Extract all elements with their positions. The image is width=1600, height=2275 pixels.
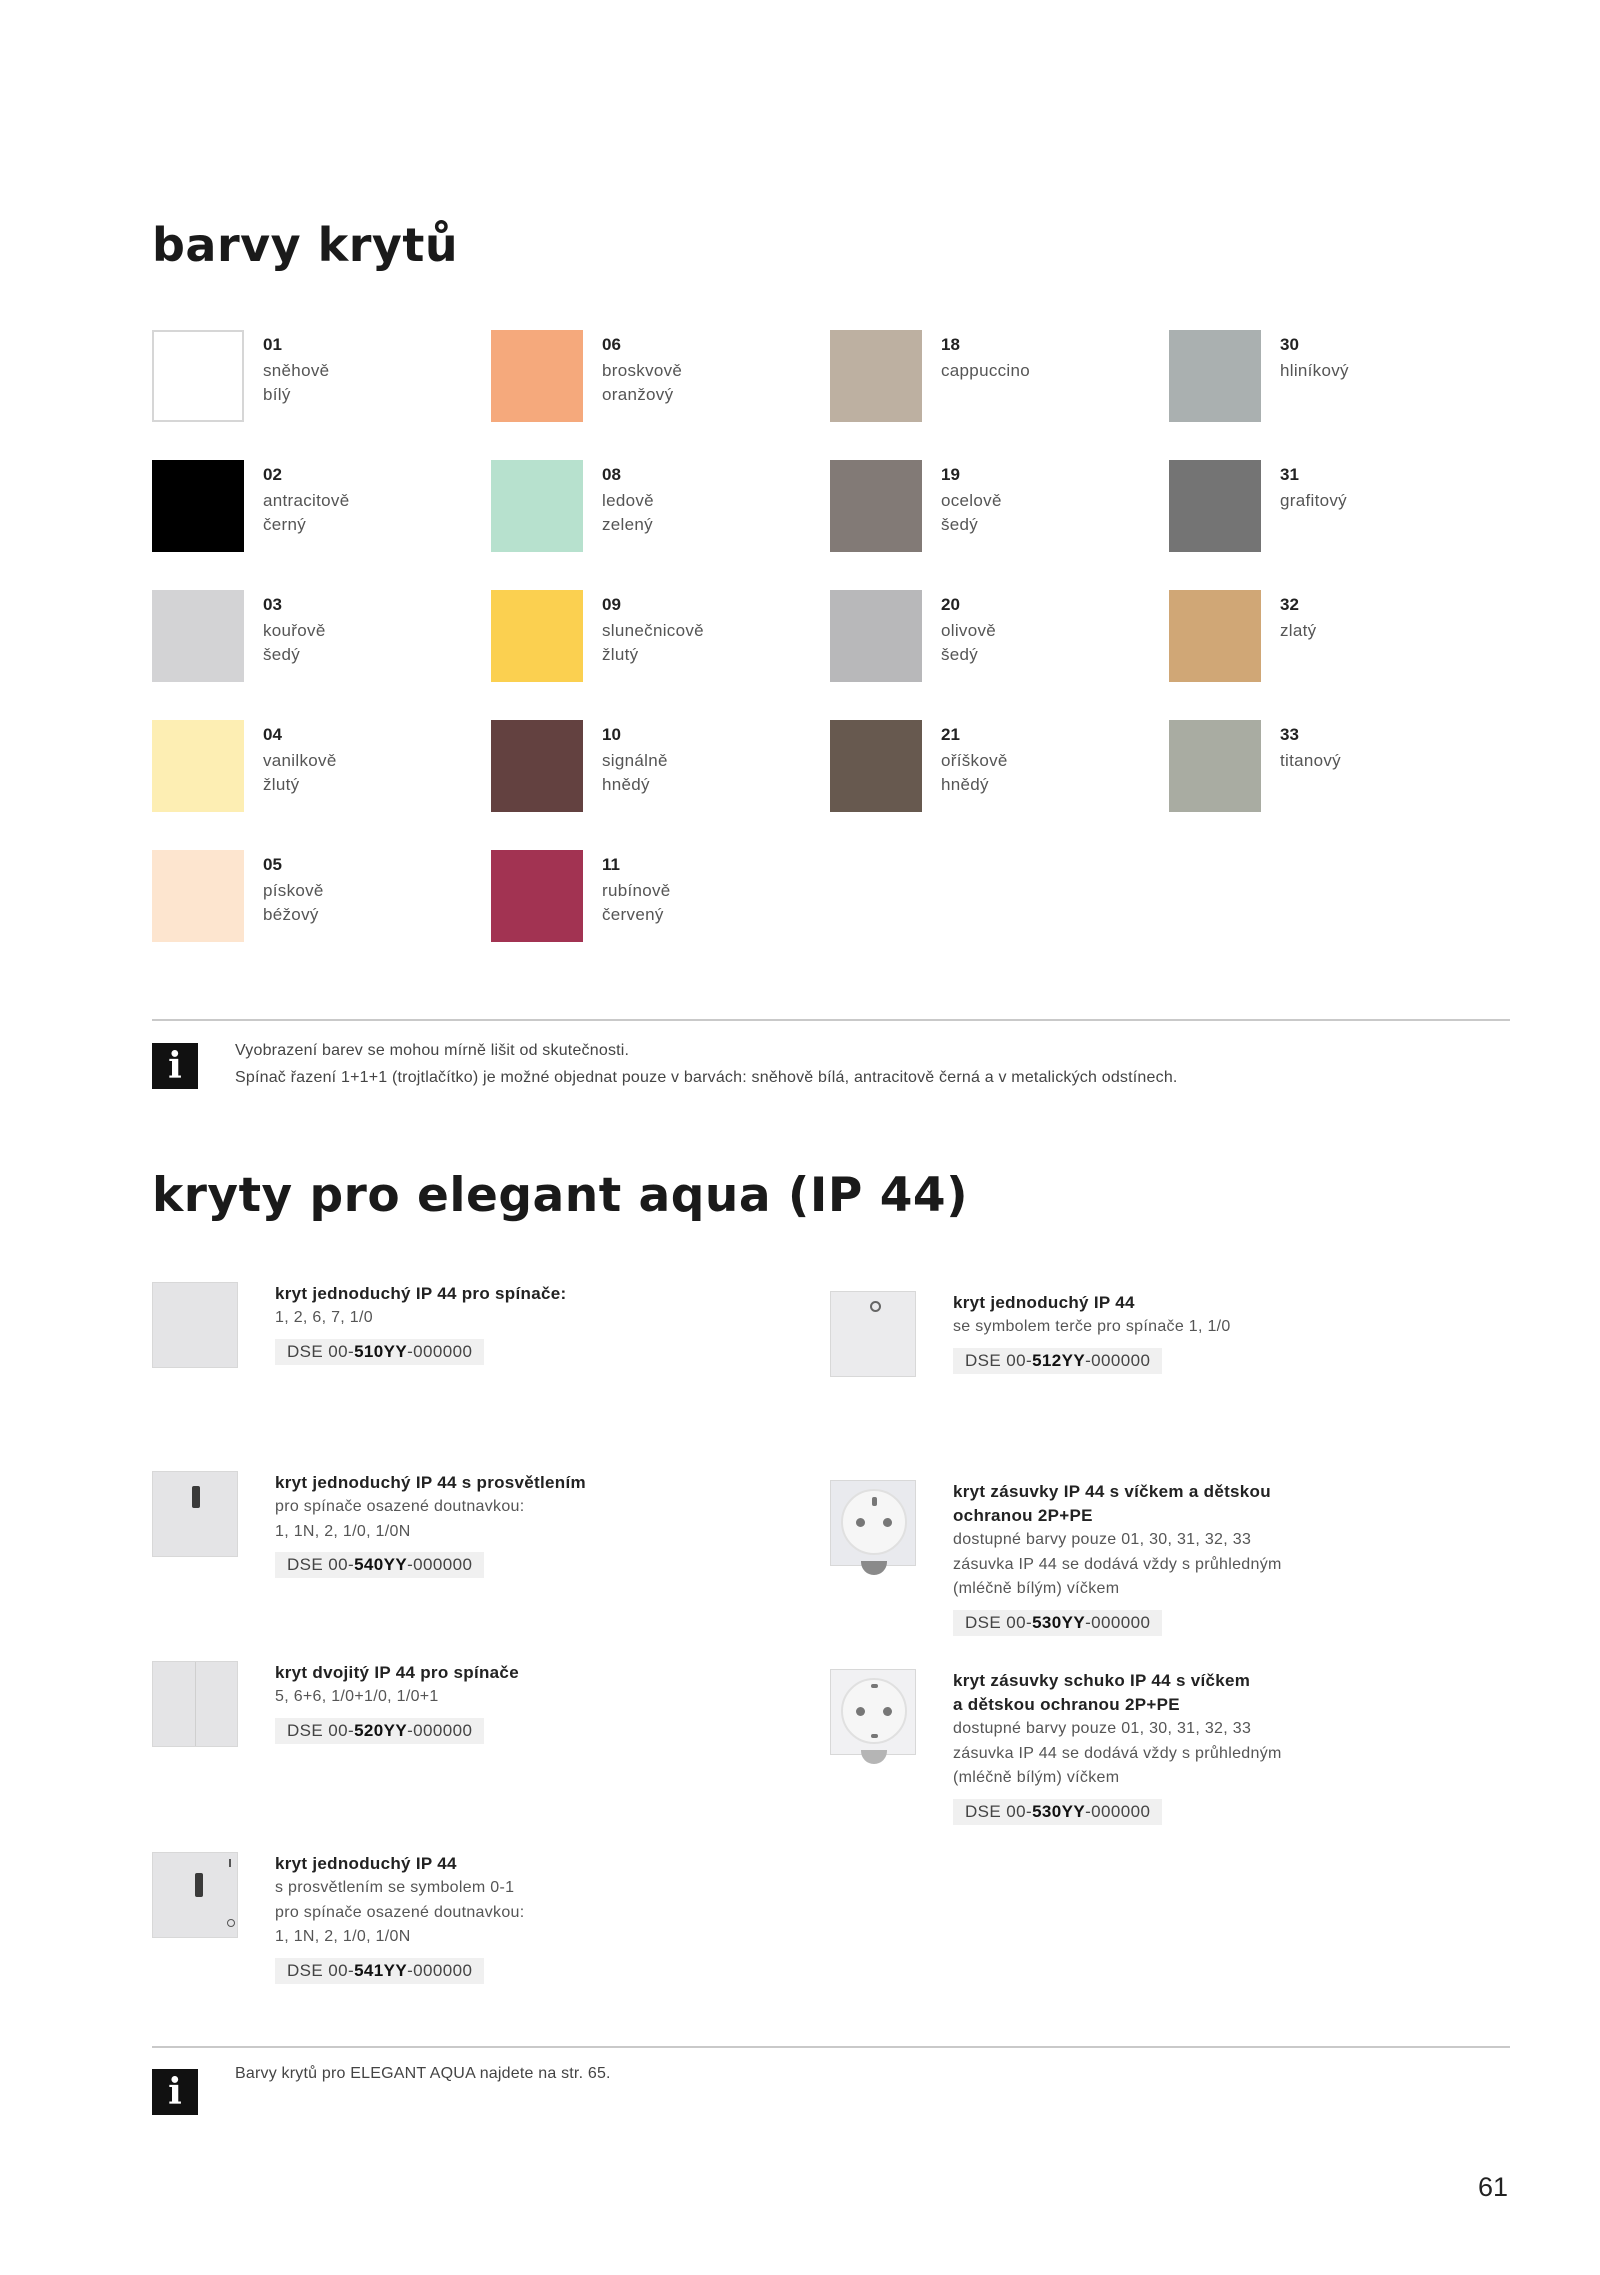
cover-item: [830, 1291, 1470, 1391]
divider: [152, 2046, 1510, 2048]
color-swatch-10: [491, 720, 821, 820]
color-swatch-18: [830, 330, 1160, 430]
cover-line: zásuvka IP 44 se dodává vždy s průhledným: [953, 1555, 1282, 1573]
product-code: DSE 00-540YY-000000: [275, 1552, 484, 1578]
color-code: 21: [941, 725, 960, 744]
cover-title: a dětskou ochranou 2P+PE: [953, 1695, 1180, 1714]
cover-line: 1, 1N, 2, 1/0, 1/0N: [275, 1522, 411, 1540]
color-sample: [491, 330, 583, 422]
color-name: zlatý: [1280, 621, 1317, 640]
color-swatch-31: [1169, 460, 1499, 560]
symbol-0-icon: [227, 1919, 235, 1927]
schuko-socket-icon: [841, 1678, 907, 1744]
color-swatch-30: [1169, 330, 1499, 430]
cover-line: se symbolem terče pro spínače 1, 1/0: [953, 1318, 1231, 1335]
cover-target-symbol-image: [830, 1291, 916, 1377]
info-line: Spínač řazení 1+1+1 (trojtlačítko) je možné objednat pouze v barvách: sněhově bílá, antracitově černá a v metalických odstínech.: [235, 1069, 1178, 1086]
cover-title: kryt dvojitý IP 44 pro spínače: [275, 1663, 519, 1682]
color-swatch-01: [152, 330, 482, 430]
color-code: 33: [1280, 725, 1299, 744]
color-code: 11: [602, 855, 620, 874]
color-sample: [152, 720, 244, 812]
product-code: DSE 00-541YY-000000: [275, 1958, 484, 1984]
color-code: 04: [263, 725, 282, 744]
color-code: 01: [263, 335, 282, 354]
color-name: pískově béžový: [263, 881, 324, 924]
color-name: sněhově bílý: [263, 361, 330, 404]
info-note-colors: [235, 1037, 1178, 1091]
indicator-icon: [195, 1873, 203, 1897]
color-sample: [491, 720, 583, 812]
color-sample: [152, 850, 244, 942]
product-code: DSE 00-520YY-000000: [275, 1718, 484, 1744]
color-sample: [1169, 330, 1261, 422]
cover-title: kryt zásuvky schuko IP 44 s víčkem: [953, 1671, 1251, 1690]
cover-line: pro spínače osazené doutnavkou:: [275, 1903, 525, 1921]
color-sample: [830, 330, 922, 422]
indicator-icon: [192, 1486, 200, 1508]
cover-item: [152, 1852, 792, 2002]
cover-title: kryt jednoduchý IP 44 s prosvětlením: [275, 1473, 586, 1492]
color-swatch-09: [491, 590, 821, 690]
color-code: 05: [263, 855, 282, 874]
page-number: 61: [1477, 2172, 1508, 2202]
cover-line: zásuvka IP 44 se dodává vždy s průhledným: [953, 1744, 1282, 1762]
cover-line: (mléčně bílým) víčkem: [953, 1580, 1120, 1597]
socket-icon: [841, 1489, 907, 1555]
color-swatch-05: [152, 850, 482, 950]
cover-line: (mléčně bílým) víčkem: [953, 1769, 1120, 1786]
info-icon: i: [152, 1043, 198, 1089]
product-code: DSE 00-512YY-000000: [953, 1348, 1162, 1374]
cover-line: 5, 6+6, 1/0+1/0, 1/0+1: [275, 1688, 439, 1705]
color-name: cappuccino: [941, 361, 1031, 380]
color-name: antracitově černý: [263, 491, 350, 534]
cover-socket-image: [830, 1480, 916, 1566]
color-name: oříškově hnědý: [941, 751, 1008, 794]
color-sample: [491, 590, 583, 682]
color-sample: [152, 590, 244, 682]
cover-line: s prosvětlením se symbolem 0-1: [275, 1879, 515, 1896]
cover-title: kryt jednoduchý IP 44: [275, 1854, 457, 1873]
cover-line: pro spínače osazené doutnavkou:: [275, 1498, 525, 1515]
color-swatch-06: [491, 330, 821, 430]
color-swatch-20: [830, 590, 1160, 690]
cover-line: 1, 2, 6, 7, 1/0: [275, 1309, 373, 1326]
cover-illuminated-image: [152, 1471, 238, 1557]
symbol-1-icon: [229, 1859, 231, 1867]
color-swatch-04: [152, 720, 482, 820]
color-swatch-03: [152, 590, 482, 690]
color-code: 09: [602, 595, 621, 614]
color-code: 30: [1280, 335, 1299, 354]
color-name: ocelově šedý: [941, 491, 1002, 534]
cover-title: kryt jednoduchý IP 44 pro spínače:: [275, 1284, 567, 1303]
product-code: DSE 00-510YY-000000: [275, 1339, 484, 1365]
color-name: rubínově červený: [602, 881, 671, 924]
color-code: 20: [941, 595, 960, 614]
color-swatch-21: [830, 720, 1160, 820]
color-sample: [152, 460, 244, 552]
color-code: 03: [263, 595, 282, 614]
color-sample: [152, 330, 244, 422]
color-name: slunečnicově žlutý: [602, 621, 704, 664]
color-swatch-33: [1169, 720, 1499, 820]
cover-line: dostupné barvy pouze 01, 30, 31, 32, 33: [953, 1531, 1252, 1548]
cover-item: [152, 1471, 792, 1601]
color-code: 02: [263, 465, 282, 484]
cover-single-image: [152, 1282, 238, 1368]
color-name: olivově šedý: [941, 621, 997, 664]
color-sample: [830, 590, 922, 682]
color-sample: [1169, 720, 1261, 812]
cover-title: ochranou 2P+PE: [953, 1506, 1093, 1525]
color-swatch-02: [152, 460, 482, 560]
color-sample: [491, 460, 583, 552]
color-code: 18: [941, 335, 960, 354]
color-name: ledově zelený: [602, 491, 654, 534]
cover-line: 1, 1N, 2, 1/0, 1/0N: [275, 1928, 411, 1945]
color-swatch-08: [491, 460, 821, 560]
color-code: 08: [602, 465, 621, 484]
cover-title: kryt jednoduchý IP 44: [953, 1293, 1135, 1312]
cover-item: [152, 1282, 792, 1382]
divider: [152, 1019, 1510, 1021]
product-code: DSE 00-530YY-000000: [953, 1799, 1162, 1825]
color-name: grafitový: [1280, 491, 1347, 510]
color-name: kouřově šedý: [263, 621, 326, 664]
color-sample: [1169, 590, 1261, 682]
color-sample: [491, 850, 583, 942]
color-swatch-32: [1169, 590, 1499, 690]
color-name: hliníkový: [1280, 361, 1349, 380]
section-title-covers: kryty pro elegant aqua (IP 44): [152, 1168, 969, 1223]
cover-illuminated-symbol-image: [152, 1852, 238, 1938]
cover-item: [830, 1480, 1470, 1660]
color-name: titanový: [1280, 751, 1341, 770]
info-note-covers: Barvy krytů pro ELEGANT AQUA najdete na str. 65.: [235, 2065, 611, 2082]
cover-schuko-socket-image: [830, 1669, 916, 1755]
color-sample: [1169, 460, 1261, 552]
color-name: signálně hnědý: [602, 751, 668, 794]
color-code: 06: [602, 335, 621, 354]
color-name: vanilkově žlutý: [263, 751, 337, 794]
product-code: DSE 00-530YY-000000: [953, 1610, 1162, 1636]
page-title-colors: barvy krytů: [152, 218, 459, 272]
cover-double-image: [152, 1661, 238, 1747]
color-name: broskvově oranžový: [602, 361, 683, 404]
color-code: 10: [602, 725, 621, 744]
cover-title: kryt zásuvky IP 44 s víčkem a dětskou: [953, 1482, 1271, 1501]
color-code: 32: [1280, 595, 1299, 614]
color-sample: [830, 460, 922, 552]
color-code: 31: [1280, 465, 1299, 484]
info-line: Vyobrazení barev se mohou mírně lišit od skutečnosti.: [235, 1042, 630, 1059]
color-code: 19: [941, 465, 960, 484]
cover-line: dostupné barvy pouze 01, 30, 31, 32, 33: [953, 1720, 1252, 1737]
cover-item: [830, 1669, 1470, 1849]
info-icon: i: [152, 2069, 198, 2115]
color-swatch-11: [491, 850, 821, 950]
target-icon: [870, 1301, 881, 1312]
color-swatch-19: [830, 460, 1160, 560]
cover-item: [152, 1661, 792, 1761]
color-sample: [830, 720, 922, 812]
